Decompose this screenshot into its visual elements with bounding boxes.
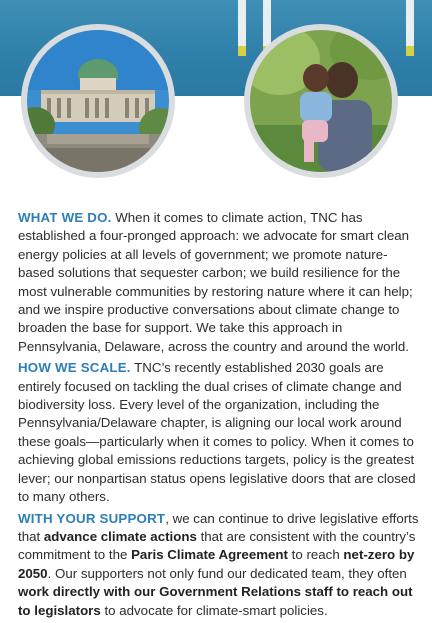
paragraph-lead-heading: HOW WE SCALE.	[18, 360, 131, 376]
emphasized-text: work directly with our Government Relations staff to reach out to legislators	[18, 584, 413, 618]
body-text-run: to advocate for climate-smart policies.	[100, 602, 328, 618]
body-text-run: , we can continue to drive legislative efforts that	[18, 510, 419, 544]
body-text-run: to reach	[287, 547, 344, 563]
paragraph-with-your-support	[18, 510, 422, 620]
body-text-run: When it comes to climate action, TNC has established a four-pronged approach: we advocate for smart clean energy policies at all levels of government; we promote nature-based solutions that sequester carbon; we build resilience for the most vulnerable communities by restoring nature where it can help; and we inspire productive conversations about climate change to broaden the base for support. We take this approach in Pennsylvania, Delaware, across the country and around the world.	[18, 210, 413, 354]
body-text-run: that are consistent with the country’s commitment to the	[18, 528, 416, 563]
body-text-run: . Our supporters not only fund our dedicated team, they often	[47, 565, 407, 581]
mother-and-child-photo	[244, 24, 398, 178]
emphasized-text: net-zero by 2050	[18, 547, 415, 581]
wind-turbine-tower	[238, 0, 246, 56]
paragraph-how-we-scale	[18, 359, 422, 506]
body-text-run: TNC’s recently established 2030 goals are entirely focused on tackling the dual crises of climate change and biodiversity loss. Every level of the organization, including the Pennsylvania/Delaware chapter, is aligning our local work around these goals—particularly when it comes to policy. When it comes to achieving global emissions reductions targets, policy is the greatest lever; our nonpartisan status opens legislative doors that are closed to many others.	[18, 360, 416, 505]
paragraph-what-we-do	[18, 209, 422, 356]
emphasized-text: Paris Climate Agreement	[131, 547, 288, 563]
emphasized-text: advance climate actions	[43, 528, 197, 544]
paragraph-lead-heading: WITH YOUR SUPPORT	[18, 510, 166, 526]
capitol-building-photo	[21, 24, 175, 178]
body-copy	[18, 209, 422, 623]
wind-turbine-tower	[406, 0, 414, 56]
paragraph-lead-heading: WHAT WE DO.	[18, 210, 112, 225]
